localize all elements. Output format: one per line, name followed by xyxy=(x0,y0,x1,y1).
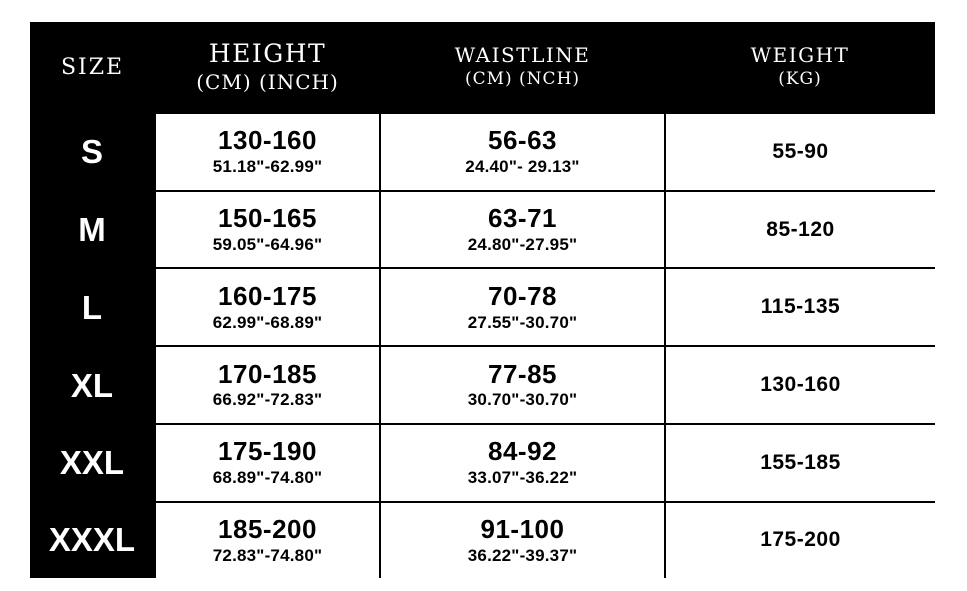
size-label: XL xyxy=(70,366,114,404)
cell-weight xyxy=(665,113,935,191)
column-header-height xyxy=(155,22,380,113)
column-header-size xyxy=(30,22,155,113)
waist-inch-value: 36.22"-39.37" xyxy=(467,545,578,565)
cell-waistline xyxy=(380,268,665,346)
cell-size xyxy=(30,502,155,578)
size-label: XXL xyxy=(59,444,125,482)
weight-kg-value: 55-90 xyxy=(772,139,829,163)
height-inch-value: 59.05"-64.96" xyxy=(212,234,323,254)
column-header-height-group xyxy=(155,38,380,96)
column-header-weight xyxy=(665,22,935,113)
waist-cm-value: 91-100 xyxy=(480,513,565,544)
cell-weight xyxy=(665,424,935,502)
cell-waistline xyxy=(380,346,665,424)
cell-weight xyxy=(665,502,935,578)
size-label: L xyxy=(81,288,103,326)
size-label: S xyxy=(80,133,103,171)
cell-size xyxy=(30,113,155,191)
weight-kg-value: 155-185 xyxy=(760,450,841,474)
cell-weight xyxy=(665,346,935,424)
size-chart-container xyxy=(30,22,935,578)
height-inch-value: 68.89"-74.80" xyxy=(212,468,323,488)
header-row xyxy=(30,22,935,113)
table-row xyxy=(30,424,935,502)
height-cm-value: 170-185 xyxy=(218,358,317,389)
cell-waistline xyxy=(380,424,665,502)
waist-inch-value: 27.55"-30.70" xyxy=(467,312,578,332)
cell-waistline xyxy=(380,502,665,578)
table-row xyxy=(30,268,935,346)
cell-weight xyxy=(665,191,935,269)
cell-height xyxy=(155,113,380,191)
cell-size xyxy=(30,191,155,269)
weight-kg-value: 85-120 xyxy=(766,217,835,241)
column-header-size-label: SIZE xyxy=(60,55,125,80)
waist-inch-value: 33.07"-36.22" xyxy=(467,468,578,488)
height-cm-value: 175-190 xyxy=(218,436,317,467)
height-inch-value: 66.92"-72.83" xyxy=(212,390,323,410)
table-row xyxy=(30,113,935,191)
table-body xyxy=(30,113,935,578)
waist-cm-value: 70-78 xyxy=(488,280,557,311)
weight-kg-value: 115-135 xyxy=(760,295,841,319)
size-label: M xyxy=(78,211,106,249)
column-header-height-label: HEIGHT xyxy=(208,39,327,69)
waist-inch-value: 24.40"- 29.13" xyxy=(465,157,580,177)
waist-cm-value: 84-92 xyxy=(488,436,557,467)
cell-height xyxy=(155,191,380,269)
cell-size xyxy=(30,424,155,502)
size-label: XXXL xyxy=(48,521,136,559)
column-header-weight-group xyxy=(665,43,935,90)
table-row xyxy=(30,502,935,578)
column-header-weight-units: (KG) xyxy=(778,68,822,89)
cell-height xyxy=(155,424,380,502)
table-row xyxy=(30,346,935,424)
column-header-waistline xyxy=(380,22,665,113)
table-header xyxy=(30,22,935,113)
cell-height xyxy=(155,268,380,346)
height-cm-value: 150-165 xyxy=(218,203,317,234)
size-chart-table xyxy=(30,22,935,578)
height-inch-value: 62.99"-68.89" xyxy=(212,312,323,332)
cell-size xyxy=(30,346,155,424)
cell-size xyxy=(30,268,155,346)
column-header-waistline-group xyxy=(380,43,665,90)
waist-cm-value: 56-63 xyxy=(488,125,557,156)
waist-inch-value: 30.70"-30.70" xyxy=(467,390,578,410)
cell-waistline xyxy=(380,191,665,269)
height-cm-value: 130-160 xyxy=(218,125,317,156)
waist-cm-value: 63-71 xyxy=(488,203,557,234)
height-cm-value: 160-175 xyxy=(218,280,317,311)
height-cm-value: 185-200 xyxy=(218,513,317,544)
column-header-weight-label: WEIGHT xyxy=(750,43,850,68)
column-header-height-units: (CM) (INCH) xyxy=(196,70,339,95)
table-row xyxy=(30,191,935,269)
cell-waistline xyxy=(380,113,665,191)
waist-cm-value: 77-85 xyxy=(488,358,557,389)
cell-height xyxy=(155,502,380,578)
cell-height xyxy=(155,346,380,424)
weight-kg-value: 130-160 xyxy=(760,373,841,397)
height-inch-value: 72.83"-74.80" xyxy=(212,545,323,565)
height-inch-value: 51.18"-62.99" xyxy=(212,157,323,177)
column-header-waistline-units: (CM) (NCH) xyxy=(464,68,581,89)
waist-inch-value: 24.80"-27.95" xyxy=(467,234,578,254)
cell-weight xyxy=(665,268,935,346)
column-header-waistline-label: WAISTLINE xyxy=(454,43,591,68)
weight-kg-value: 175-200 xyxy=(760,528,841,552)
